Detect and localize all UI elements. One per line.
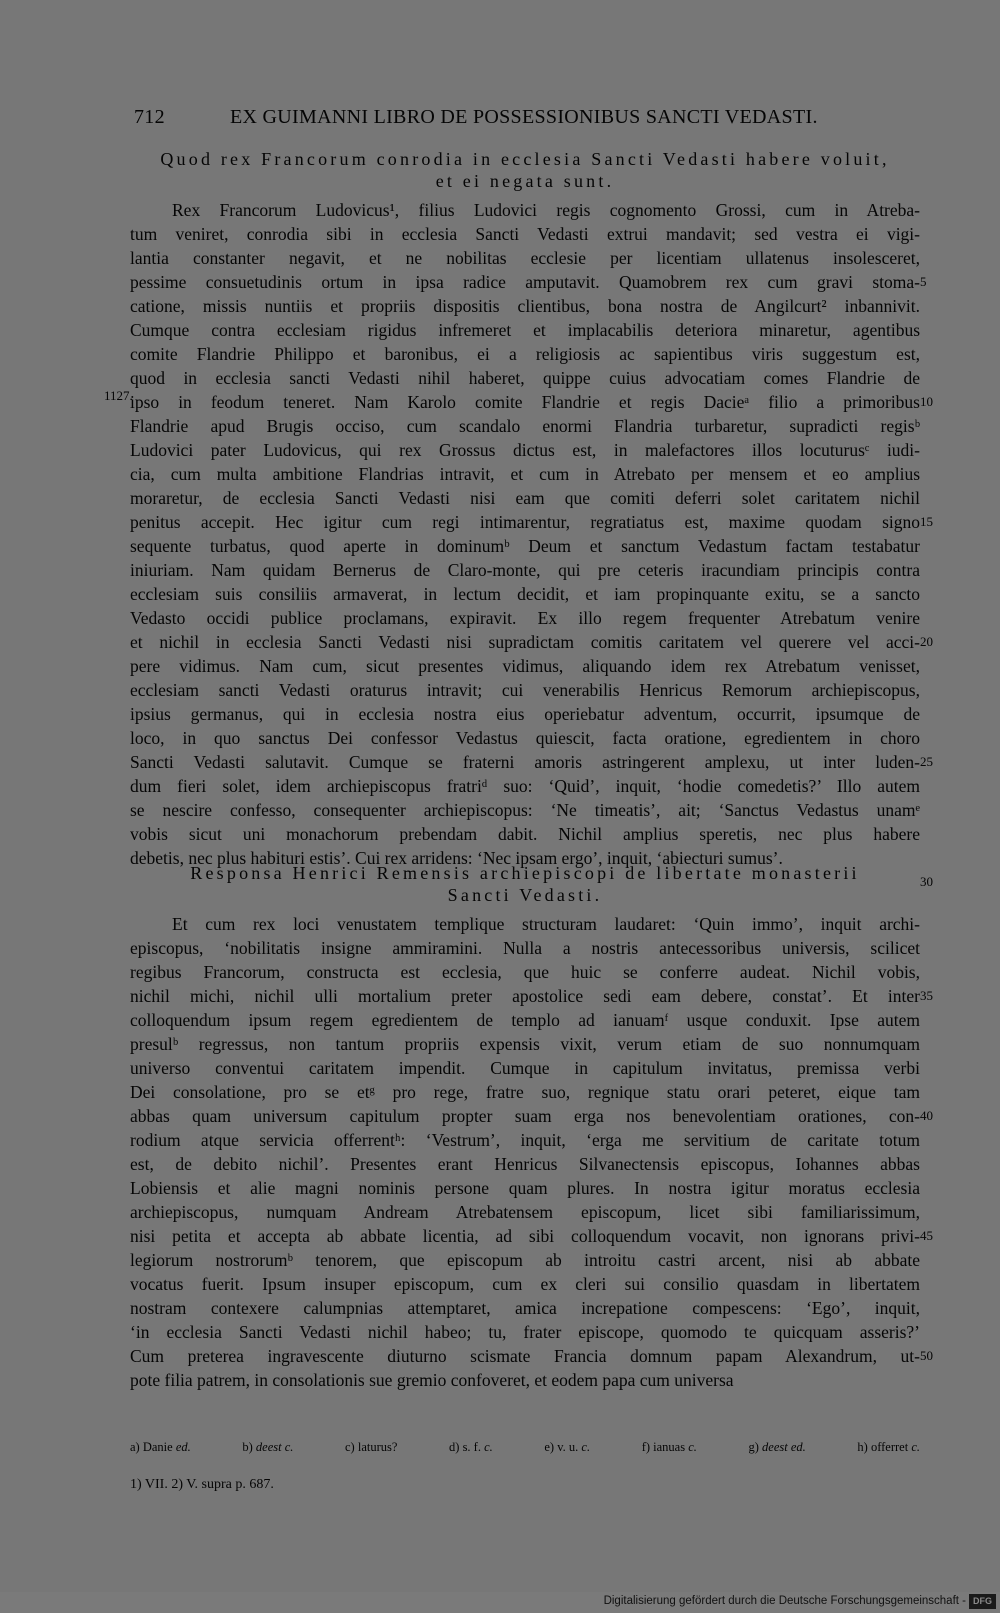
- text-line: vobis sicut uni monachorum prebendam dabit. Nichil amplius speretis, nec plus habere: [130, 824, 920, 844]
- text-line: iniuriam. Nam quidam Bernerus de Claro-monte, qui pre ceteris iracundiam principis contra: [130, 560, 920, 580]
- text-line: pere vidimus. Nam cum, sicut presentes vidimus, aliquando idem rex Atrebatum venisset,: [130, 656, 920, 676]
- text-line: episcopus, ‘nobilitatis insigne ammiramini. Nulla a nostris antecessoribus universis, scilicet: [130, 938, 920, 958]
- text-line: loco, in quo sanctus Dei confessor Vedastus quiescit, facta oratione, egredientem in choro: [130, 728, 920, 748]
- text-line: et nichil in ecclesia Sancti Vedasti nisi supradictam comitis caritatem vel querere vel acci-: [130, 632, 920, 652]
- footnotes: [130, 1440, 920, 1493]
- text-line: comite Flandrie Philippo et baronibus, ei a religiosis ac sapientibus viris suggestum est,: [130, 344, 920, 364]
- variant-note: c) laturus?: [345, 1440, 398, 1454]
- heading-line: Quod rex Francorum conrodia in ecclesia Sancti Vedasti habere voluit,: [160, 149, 890, 169]
- line-number: 30: [920, 874, 933, 889]
- variant-note: d) s. f. c.: [449, 1440, 493, 1454]
- text-line: se nescire confesso, consequenter archiepiscopus: ‘Ne timeatis’, ait; ‘Sanctus Vedastus unamᵉ: [130, 800, 920, 820]
- text-line: Rex Francorum Ludovicus¹, filius Ludovici regis cognomento Grossi, cum in Atreba-: [172, 200, 920, 220]
- text-line: Lobiensis et alie magni nominis persone quam plures. In nostra igitur moratus ecclesia: [130, 1178, 920, 1198]
- line-number: 25: [920, 754, 933, 769]
- variant-note: h) offerret c.: [857, 1440, 920, 1454]
- text-line: pessime consuetudinis ortum in ipsa radice amputavit. Quamobrem rex cum gravi stoma-: [130, 272, 920, 292]
- text-line: Dei consolatione, pro se etᵍ pro rege, fratre suo, regnique statu orari peteret, eique tam: [130, 1082, 920, 1102]
- section-heading-2: [130, 862, 920, 906]
- body-text-section-1: [130, 198, 920, 870]
- running-title: EX GUIMANNI LIBRO DE POSSESSIONIBUS SANCTI VEDASTI.: [230, 106, 818, 128]
- variant-note: g) deest ed.: [748, 1440, 806, 1454]
- dfg-logo: DFG: [969, 1594, 996, 1609]
- line-number: 15: [920, 514, 933, 529]
- variant-note: a) Danie ed.: [130, 1440, 191, 1454]
- text-line: Cumque contra ecclesiam rigidus infremeret et implacabilis deteriora minaretur, agentibus: [130, 320, 920, 340]
- text-line: cia, cum multa ambitione Flandrias intravit, et cum in Atrebato per mensem et eo amplius: [130, 464, 920, 484]
- text-line: Cum preterea ingravescente diuturno scismate Francia domnum papam Alexandrum, ut-: [130, 1346, 920, 1366]
- text-line: Flandrie apud Brugis occiso, cum scandalo enormi Flandria turbaretur, supradicti regisᵇ: [130, 416, 920, 436]
- text-line: universo conventui caritatem impendit. Cumque in capitulum invitatus, premissa verbi: [130, 1058, 920, 1078]
- text-line: nichil michi, nichil ulli mortalium preter apostolice sedi eam debere, constat’. Et inter: [130, 986, 920, 1006]
- line-number: 5: [920, 274, 927, 289]
- text-line: quod in ecclesia sancti Vedasti nihil haberet, quippe cuius advocatiam comes Flandrie de: [130, 368, 920, 388]
- text-line: nisi petita et accepta ab abbate licentia, ad sibi colloquendum vocavit, non ignorans privi-: [130, 1226, 920, 1246]
- text-line: legiorum nostrorumᵇ tenorem, que episcopum ab introitu castri arcent, nisi ab abbate: [130, 1250, 920, 1270]
- text-line: Sancti Vedasti salutavit. Cumque se fraterni amoris astringerent amplexu, ut inter luden-: [130, 752, 920, 772]
- text-line: archiepiscopus, numquam Andream Atrebatensem episcopum, licet sibi familiarissimum,: [130, 1202, 920, 1222]
- heading-line: Sancti Vedasti.: [447, 885, 603, 905]
- line-number: 45: [920, 1228, 933, 1243]
- text-line: nostram contexere calumpnias attemptaret, amica increpatione compescens: ‘Ego’, inquit,: [130, 1298, 920, 1318]
- text-line: sequente turbatus, quod aperte in dominumᵇ Deum et sanctum Vedastum factam testabatur: [130, 536, 920, 556]
- line-number: 35: [920, 988, 933, 1003]
- text-line: tum veniret, conrodia sibi in ecclesia Sancti Vedasti extrui mandavit; sed vestra ei vigi-: [130, 224, 920, 244]
- text-line: pote filia patrem, in consolationis sue gremio confoveret, et eodem papa cum universa: [130, 1370, 734, 1390]
- text-line: moraretur, de ecclesia Sancti Vedasti nisi eam que comiti deferri solet caritatem nichil: [130, 488, 920, 508]
- variant-note: e) v. u. c.: [544, 1440, 591, 1454]
- line-number: 40: [920, 1108, 933, 1123]
- text-line: Vedasto occidi publice proclamans, expiravit. Ex illo regem frequenter Atrebatum venire: [130, 608, 920, 628]
- text-line: abbas quam universum capitulum propter suam erga nos benevolentiam orationes, con-: [130, 1106, 920, 1126]
- running-header: [130, 106, 920, 136]
- text-line: rodium atque servicia offerrentʰ: ‘Vestrum’, inquit, ‘erga me servitium de caritate totum: [130, 1130, 920, 1150]
- text-line: dum fieri solet, idem archiepiscopus fratriᵈ suo: ‘Quid’, inquit, ‘hodie comedetis?’ Illo autem: [130, 776, 920, 796]
- margin-date: 1127.: [104, 388, 133, 403]
- variant-note: f) ianuas c.: [641, 1440, 697, 1454]
- page-number: 712: [134, 106, 165, 128]
- line-number: 10: [920, 394, 933, 409]
- text-line: ecclesiam sancti Vedasti oraturus intravit; cui venerabilis Henricus Remorum archiepiscopus,: [130, 680, 920, 700]
- text-line: colloquendum ipsum regem egredientem de templo ad ianuamᶠ usque conduxit. Ipse autem: [130, 1010, 920, 1030]
- variant-note: b) deest c.: [242, 1440, 294, 1454]
- body-text-section-2: [130, 912, 920, 1392]
- footer-bar: [0, 1592, 1000, 1613]
- footer-credit: Digitalisierung gefördert durch die Deutsche Forschungsgemeinschaft -: [603, 1595, 966, 1607]
- variant-footnotes: [130, 1440, 920, 1455]
- section-heading-1: [130, 148, 920, 192]
- text-line: est, de debito nichil’. Presentes erant Henricus Silvanectensis episcopus, Iohannes abbas: [130, 1154, 920, 1174]
- text-line: vocatus fuerit. Ipsum insuper episcopum, cum ex cleri sui consilio quasdam in libertatem: [130, 1274, 920, 1294]
- heading-line: et ei negata sunt.: [435, 171, 615, 191]
- source-notes: 1) VII. 2) V. supra p. 687.: [130, 1477, 274, 1492]
- heading-line: Responsa Henrici Remensis archiepiscopi de libertate monasterii: [190, 863, 860, 883]
- text-line: Et cum rex loci venustatem templique structuram laudaret: ‘Quin immo’, inquit archi-: [172, 914, 920, 934]
- text-line: regibus Francorum, constructa est ecclesia, que huic se conferre audeat. Nichil vobis,: [130, 962, 920, 982]
- text-line: Ludovici pater Ludovicus, qui rex Grossus dictus est, in malefactores illos locuturusᶜ iudi-: [130, 440, 920, 460]
- text-line: debetis, nec plus habituri estis’. Cui rex arridens: ‘Nec ipsam ergo’, inquit, ‘abiecturi sumus’.: [130, 848, 783, 868]
- text-line: ipsius germanus, qui in ecclesia nostra eius operiebatur adventum, occurrit, ipsumque de: [130, 704, 920, 724]
- text-line: penitus accepit. Hec igitur cum regi intimarentur, regratiatus est, maxime quodam signo: [130, 512, 920, 532]
- line-number: 50: [920, 1348, 933, 1363]
- text-line: ecclesiam suis consiliis armaverat, in lectum decidit, et iam propinquante exitu, se a sancto: [130, 584, 920, 604]
- text-line: ‘in ecclesia Sancti Vedasti nichil habeo; tu, frater episcope, quomodo te quicquam asseris?’: [130, 1322, 920, 1342]
- text-line: ipso in feodum teneret. Nam Karolo comite Flandrie et regis Dacieᵃ filio a primoribus: [130, 392, 920, 412]
- text-line: catione, missis nuntiis et propriis dispositis clientibus, bona nostra de Angilcurt² inbannivit.: [130, 296, 920, 316]
- line-number: 20: [920, 634, 933, 649]
- text-line: presulᵇ regressus, non tantum propriis expensis vixit, verum etiam de suo nonnumquam: [130, 1034, 920, 1054]
- text-line: lantia constanter negavit, et ne nobilitas ecclesie per licentiam ullatenus insolesceret,: [130, 248, 920, 268]
